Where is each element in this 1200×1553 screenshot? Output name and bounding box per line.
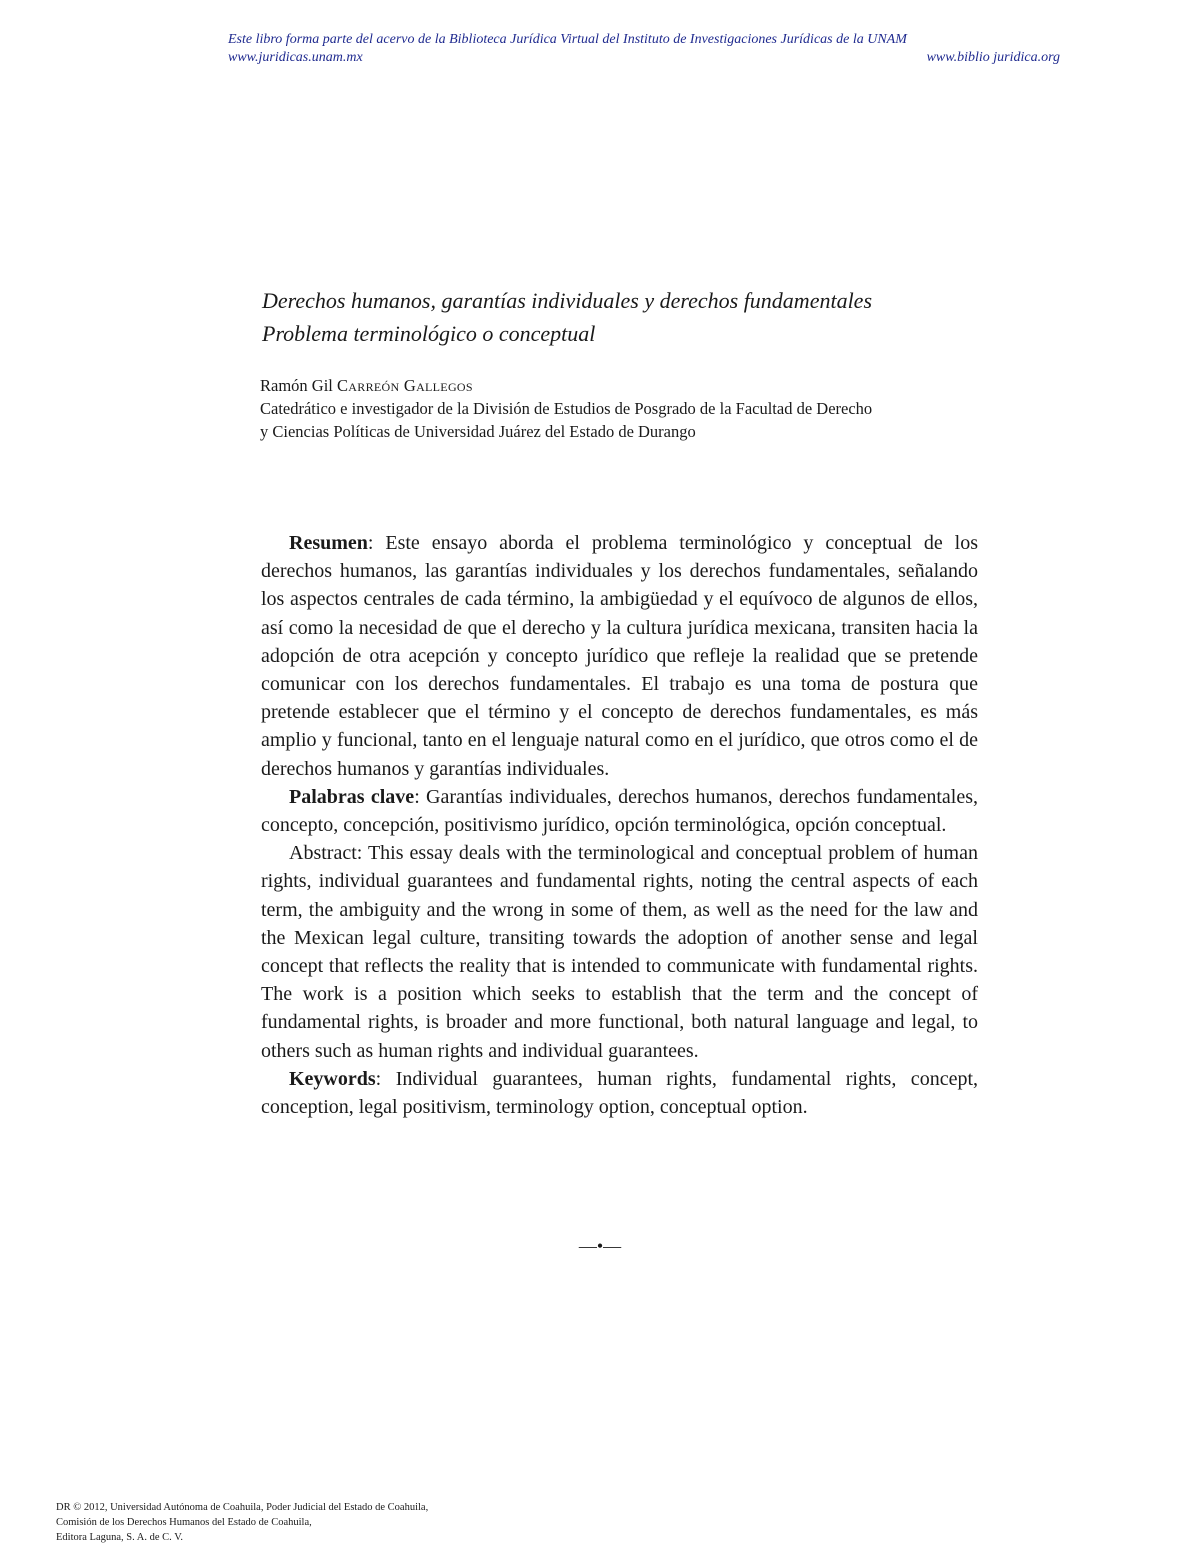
palabras-clave-text: : Garantías individuales, derechos humanos, derechos fundamentales, concepto, concepción, positivismo jurídico, opción terminológica, opción conceptual. [261, 785, 978, 837]
section-ornament: —•— [578, 1236, 622, 1256]
footer-line-2: Comisión de los Derechos Humanos del Estado de Coahuila, [56, 1517, 312, 1528]
title-line-2: Problema terminológico o conceptual [262, 321, 596, 346]
abstract-paragraph [261, 839, 978, 1065]
author-affiliation-1: Catedrático e investigador de la División de Estudios de Posgrado de la Facultad de Derecho [260, 399, 873, 418]
copyright-footer [56, 1500, 656, 1545]
author-affiliation-2: y Ciencias Políticas de Universidad Juárez del Estado de Durango [260, 422, 696, 441]
author-block [260, 374, 1000, 443]
palabras-clave-label: Palabras clave [289, 785, 415, 808]
author-name [260, 374, 1000, 397]
abstract-section [261, 529, 978, 1121]
repository-notice: Este libro forma parte del acervo de la Biblioteca Jurídica Virtual del Instituto de Investigaciones Jurídicas de la UNAM [228, 32, 907, 47]
author-surnames: Carreón Gallegos [337, 376, 473, 395]
resumen-label: Resumen [289, 532, 368, 554]
resumen-text: : Este ensayo aborda el problema terminológico y conceptual de los derechos humanos, las garantías individuales y los derechos fundamentales, señalando los aspectos centrales de cada término, la ambigüedad y el equívoco de algunos de ellos, así como la necesidad de que el derecho y la cultura jurídica mexicana, transiten hacia la adopción de otra acepción y concepto jurídico que refleje la realidad que se pretende comunicar con los derechos fundamentales. El trabajo es una toma de postura que pretende establecer que el término y el concepto de derechos fundamentales, es más amplio y funcional, tanto en el lenguaje natural como en el jurídico, que otros como el de derechos humanos y garantías individuales. [261, 532, 978, 780]
footer-line-3: Editora Laguna, S. A. de C. V. [56, 1532, 184, 1543]
keywords-label: Keywords [289, 1067, 376, 1090]
author-first-names: Ramón Gil [260, 376, 337, 395]
resumen-paragraph [261, 529, 978, 783]
article-title [262, 284, 1022, 350]
keywords-paragraph [261, 1065, 978, 1121]
abstract-text: Abstract: This essay deals with the terminological and conceptual problem of human rights, individual guarantees and fundamental rights, noting the central aspects of each term, the ambiguity and the wrong in some of them, as well as the need for the law and the Mexican legal culture, transiting towards the adoption of another sense and legal concept that reflects the reality that is intended to communicate with fundamental rights. The work is a position which seeks to establish that the term and the concept of fundamental rights, is broader and more functional, both natural language and legal, to others such as human rights and individual guarantees. [261, 842, 978, 1062]
repository-banner [228, 31, 1060, 67]
banner-links [228, 49, 1060, 67]
keywords-text: : Individual guarantees, human rights, fundamental rights, concept, conception, legal positivism, terminology option, conceptual option. [261, 1067, 978, 1119]
title-line-1: Derechos humanos, garantías individuales y derechos fundamentales [262, 288, 873, 313]
bibliojuridica-link[interactable]: www.biblio juridica.org [926, 50, 1060, 65]
footer-line-1: DR © 2012, Universidad Autónoma de Coahuila, Poder Judicial del Estado de Coahuila, [56, 1502, 429, 1513]
juridicas-link[interactable]: www.juridicas.unam.mx [228, 50, 363, 65]
palabras-clave-paragraph [261, 783, 978, 839]
